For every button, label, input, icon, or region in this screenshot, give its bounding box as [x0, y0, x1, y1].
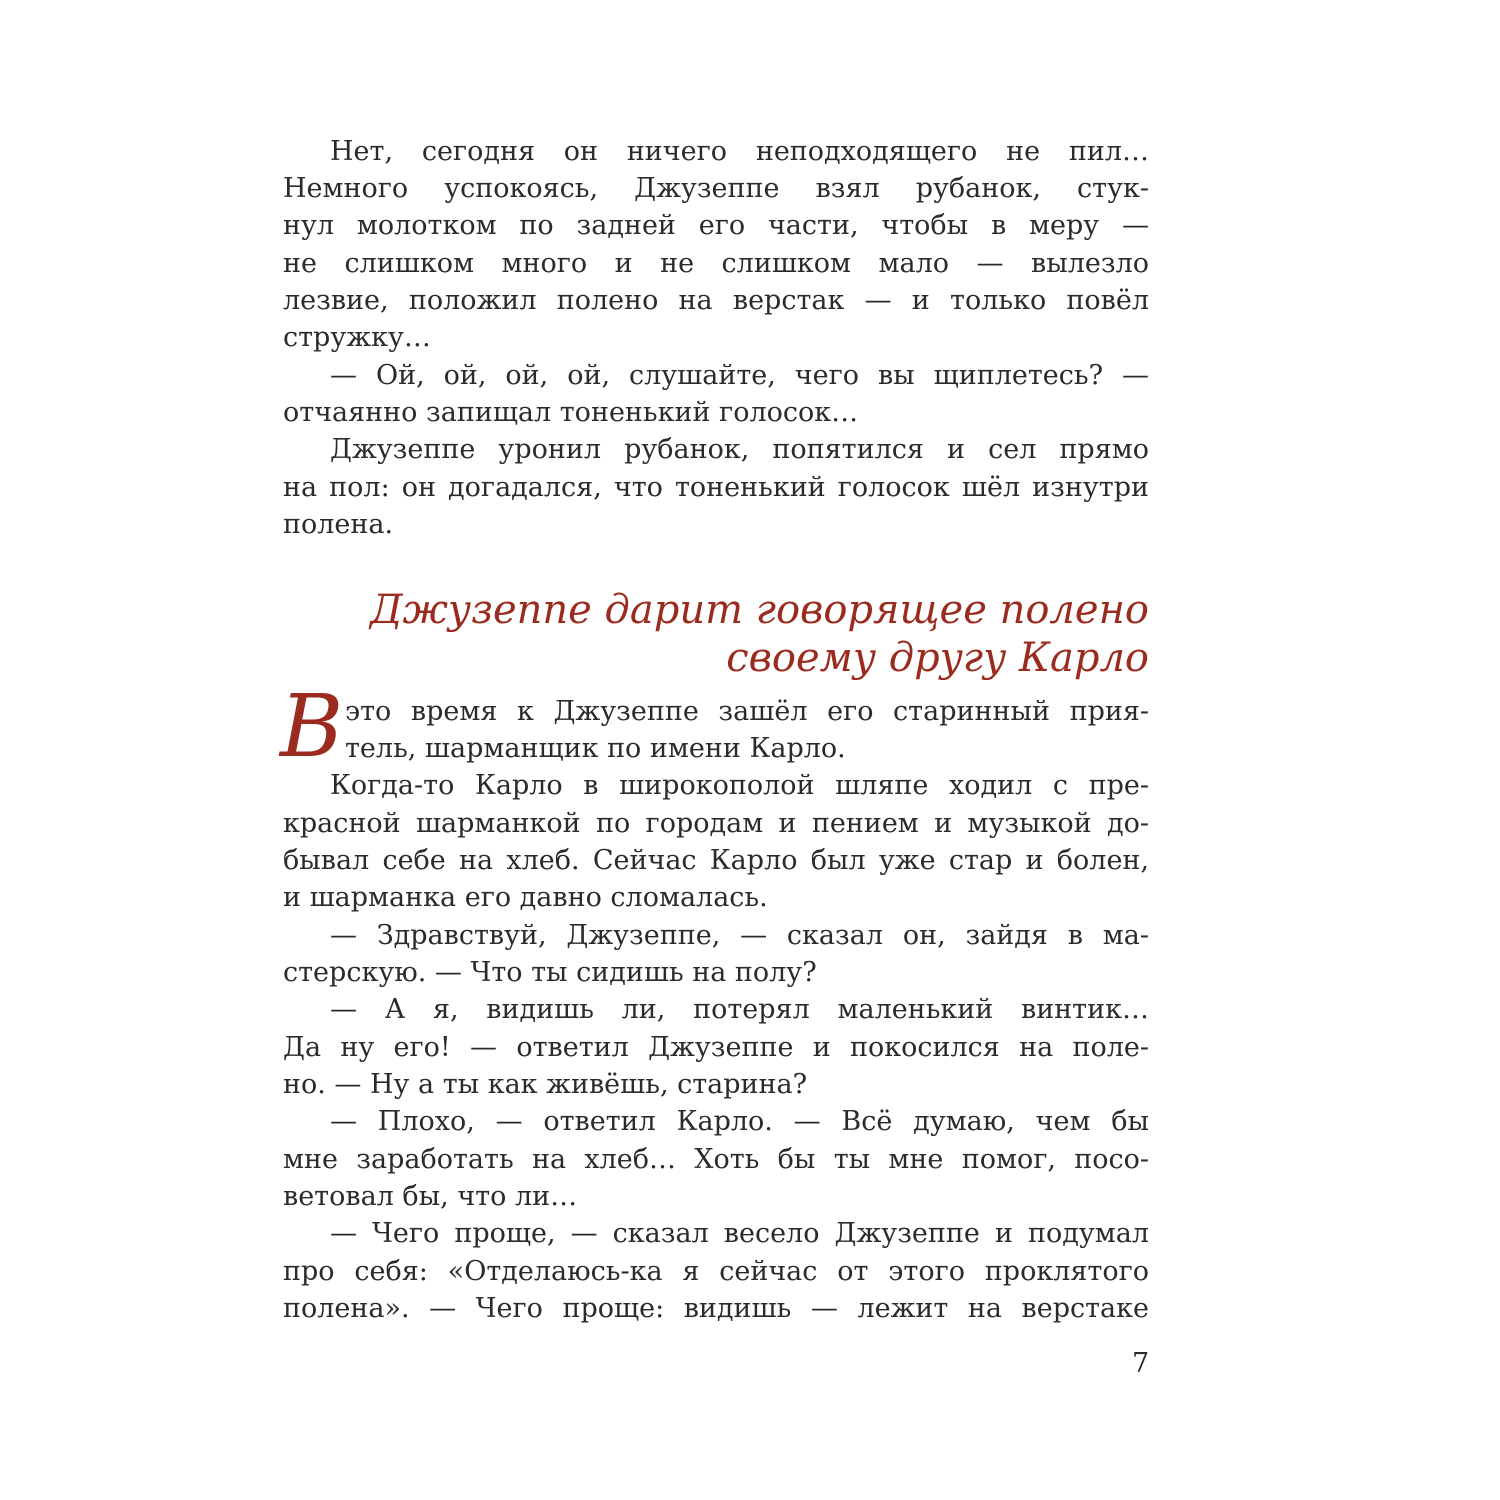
chapter-heading-line-1: Джузеппе дарит говорящее полено	[369, 587, 1149, 633]
text-line: не слишком много и не слишком мало — вылезло	[283, 248, 1149, 279]
text-line: ветовал бы, что ли…	[283, 1181, 578, 1212]
text-line: полена.	[283, 509, 394, 540]
page-number: 7	[1132, 1348, 1150, 1379]
text-line: Джузеппе уронил рубанок, попятился и сел прямо	[330, 434, 1149, 465]
text-line: про себя: «Отделаюсь-ка я сейчас от этого проклятого	[283, 1256, 1149, 1287]
text-line: — Чего проще, — сказал весело Джузеппе и подумал	[330, 1218, 1149, 1249]
text-line: мне заработать на хлеб… Хоть бы ты мне помог, посо-	[283, 1144, 1149, 1175]
text-line: и шарманка его давно сломалась.	[283, 882, 768, 913]
chapter-heading-line-2: своему другу Карло	[726, 635, 1149, 681]
text-line: тель, шарманщик по имени Карло.	[345, 733, 846, 764]
text-line: стерскую. — Что ты сидишь на полу?	[283, 957, 817, 988]
text-line: отчаянно запищал тоненький голосок…	[283, 397, 859, 428]
text-line: — А я, видишь ли, потерял маленький винтик…	[330, 994, 1149, 1025]
text-line: — Здравствуй, Джузеппе, — сказал он, зайдя в ма-	[330, 920, 1149, 951]
text-line: Нет, сегодня он ничего неподходящего не пил…	[330, 136, 1149, 167]
text-line: — Плохо, — ответил Карло. — Всё думаю, чем бы	[330, 1106, 1149, 1137]
text-line: красной шарманкой по городам и пением и музыкой до-	[283, 808, 1149, 839]
text-line: но. — Ну а ты как живёшь, старина?	[283, 1069, 808, 1100]
text-line: лезвие, положил полено на верстак — и только повёл	[283, 285, 1149, 316]
text-line: на пол: он догадался, что тоненький голосок шёл изнутри	[283, 472, 1149, 503]
text-line: — Ой, ой, ой, ой, слушайте, чего вы щиплетесь? —	[330, 360, 1149, 391]
text-line: Когда-то Карло в широкополой шляпе ходил с пре-	[330, 770, 1149, 801]
text-line: стружку…	[283, 322, 431, 353]
text-line: это время к Джузеппе зашёл его старинный прия-	[345, 696, 1149, 727]
text-line: Немного успокоясь, Джузеппе взял рубанок, стук-	[283, 173, 1149, 204]
text-line: полена». — Чего проще: видишь — лежит на верстаке	[283, 1293, 1149, 1324]
text-line: нул молотком по задней его части, чтобы в меру —	[283, 210, 1149, 241]
text-line: Да ну его! — ответил Джузеппе и покосился на поле-	[283, 1032, 1149, 1063]
text-line: бывал себе на хлеб. Сейчас Карло был уже стар и болен,	[283, 845, 1149, 876]
drop-cap: В	[280, 677, 344, 777]
